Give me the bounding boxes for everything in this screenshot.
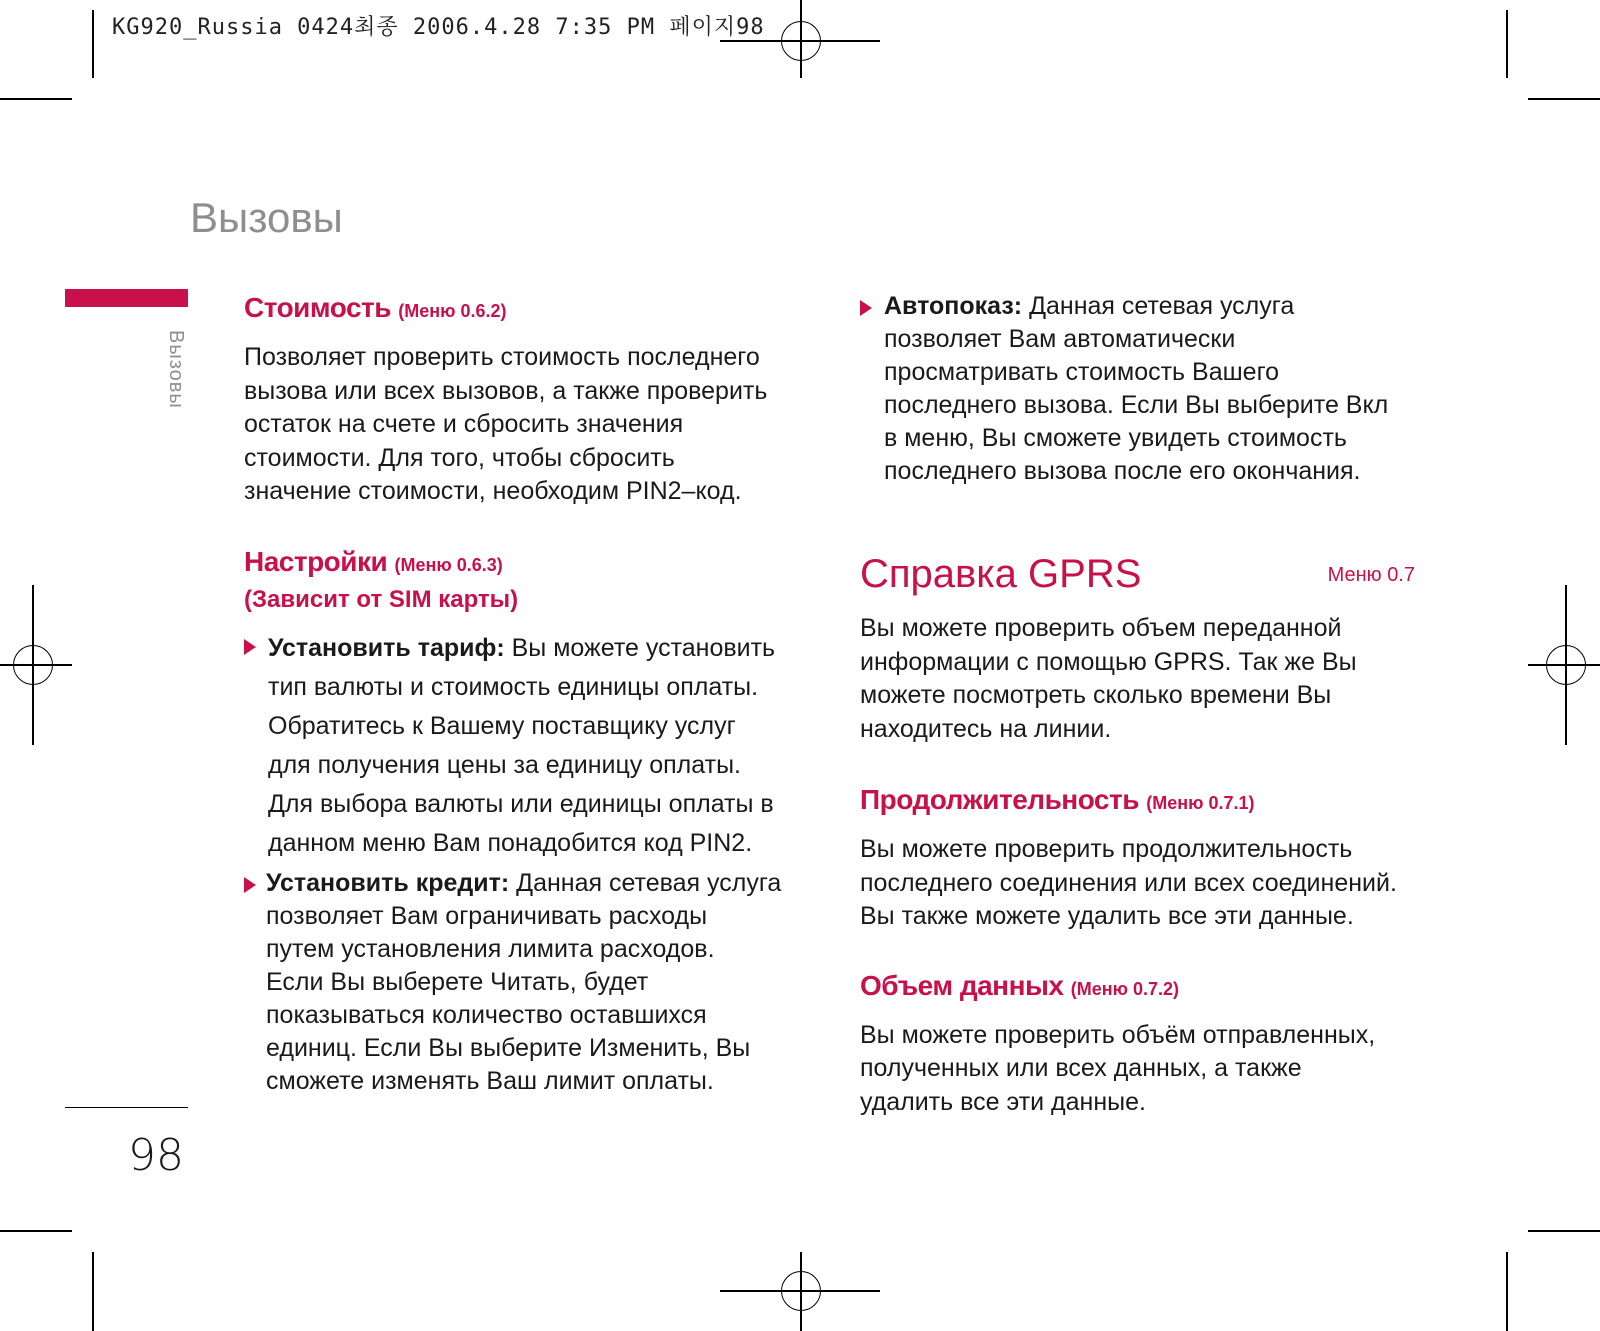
- chapter-tab-label: Вызовы: [165, 330, 187, 409]
- print-slug: KG920_Russia 0424최종 2006.4.28 7:35 PM 페이지98: [112, 15, 765, 40]
- bullet-term: Установить тариф:: [268, 633, 505, 662]
- section-heading: [244, 290, 804, 329]
- text-line: позволяет Вам автоматически: [884, 325, 1236, 353]
- text-line: Вы также можете удалить все эти данные.: [860, 902, 1354, 930]
- text-line: Если Вы выберете Читать, будет: [266, 967, 649, 996]
- heading-title: Настройки: [244, 545, 388, 577]
- text-line: значение стоимости, необходим PIN2–код.: [244, 477, 742, 505]
- text-line: информации с помощью GPRS. Так же Вы: [860, 647, 1357, 676]
- text-line: полученных или всех данных, а также: [860, 1054, 1302, 1082]
- text-line: последнего вызова после его окончания.: [884, 457, 1361, 485]
- text-line: последнего соединения или всех соединений.: [860, 868, 1397, 897]
- text-line: Вы можете установить: [504, 633, 776, 662]
- text-line: Данная сетевая услуга: [509, 868, 782, 897]
- text-line: Вы можете проверить объем переданной: [860, 614, 1342, 642]
- text-line: единиц. Если Вы выберите Изменить, Вы: [266, 1033, 751, 1062]
- heading-title: Стоимость: [244, 292, 391, 323]
- text-line: для получения цены за единицу оплаты.: [268, 750, 741, 779]
- triangle-bullet-icon: [244, 639, 256, 655]
- paragraph: [860, 1019, 1420, 1120]
- text-line: данном меню Вам понадобится код PIN2.: [268, 828, 753, 857]
- bullet-autoshow: [860, 290, 1420, 488]
- text-line: находитесь на линии.: [860, 714, 1112, 743]
- text-line: путем установления лимита расходов.: [266, 934, 715, 963]
- triangle-bullet-icon: [244, 877, 256, 893]
- left-column: [244, 290, 804, 1098]
- heading-menu: (Меню 0.7.2): [1070, 978, 1180, 999]
- text-line: остаток на счете и сбросить значения: [244, 410, 684, 438]
- text-line: Для выбора валюты или единицы оплаты в: [268, 789, 774, 818]
- section-menu: Меню 0.7: [1327, 564, 1415, 586]
- text-line: можете посмотреть сколько времени Вы: [860, 681, 1332, 709]
- section-volume: [860, 968, 1420, 1120]
- bullet-credit: [244, 867, 804, 1098]
- text-line: тип валюты и стоимость единицы оплаты.: [268, 672, 759, 701]
- heading-subtitle: (Зависит от SIM карты): [244, 585, 519, 613]
- heading-title: Объем данных: [860, 969, 1064, 1001]
- triangle-bullet-icon: [860, 300, 872, 316]
- text-line: Обратитесь к Вашему поставщику услуг: [268, 711, 736, 740]
- text-line: Вы можете проверить объём отправленных,: [860, 1020, 1376, 1049]
- paragraph: [244, 341, 804, 509]
- text-line: показываться количество оставшихся: [266, 1000, 707, 1029]
- bullet-term: Установить кредит:: [266, 868, 510, 897]
- text-line: позволяет Вам ограничивать расходы: [266, 901, 708, 930]
- heading-menu: (Меню 0.6.3): [394, 554, 503, 575]
- footer-rule: [65, 1107, 188, 1108]
- bullet-term: Автопоказ:: [884, 292, 1023, 320]
- page-number: 98: [128, 1130, 184, 1181]
- right-column: [860, 290, 1420, 1119]
- section-cost: [244, 290, 804, 509]
- section-duration: [860, 782, 1420, 934]
- text-line: Вы можете проверить продолжительность: [860, 835, 1353, 863]
- heading-menu: (Меню 0.6.2): [398, 301, 507, 321]
- heading-menu: (Меню 0.7.1): [1146, 793, 1255, 813]
- text-line: вызова или всех вызовов, а также проверить: [244, 376, 768, 405]
- bullet-tariff: [244, 629, 804, 863]
- text-line: удалить все эти данные.: [860, 1087, 1146, 1116]
- text-line: просматривать стоимость Вашего: [884, 358, 1280, 386]
- paragraph: [860, 612, 1415, 746]
- paragraph: [860, 833, 1420, 934]
- text-line: в меню, Вы сможете увидеть стоимость: [884, 424, 1347, 452]
- section-heading: [244, 544, 804, 583]
- text-line: сможете изменять Ваш лимит оплаты.: [266, 1066, 714, 1095]
- chapter-title: Вызовы: [190, 194, 343, 242]
- section-title: Справка GPRS: [860, 552, 1142, 596]
- section-gprs: [860, 550, 1415, 746]
- text-line: Данная сетевая услуга: [1022, 292, 1295, 320]
- section-heading: [860, 968, 1420, 1007]
- section-heading: [860, 782, 1420, 821]
- text-line: Позволяет проверить стоимость последнего: [244, 343, 760, 371]
- text-line: стоимости. Для того, чтобы сбросить: [244, 443, 675, 472]
- text-line: последнего вызова. Если Вы выберите Вкл: [884, 391, 1389, 419]
- section-settings: [244, 544, 804, 1098]
- chapter-tab-bar: [65, 289, 188, 307]
- heading-title: Продолжительность: [860, 784, 1139, 815]
